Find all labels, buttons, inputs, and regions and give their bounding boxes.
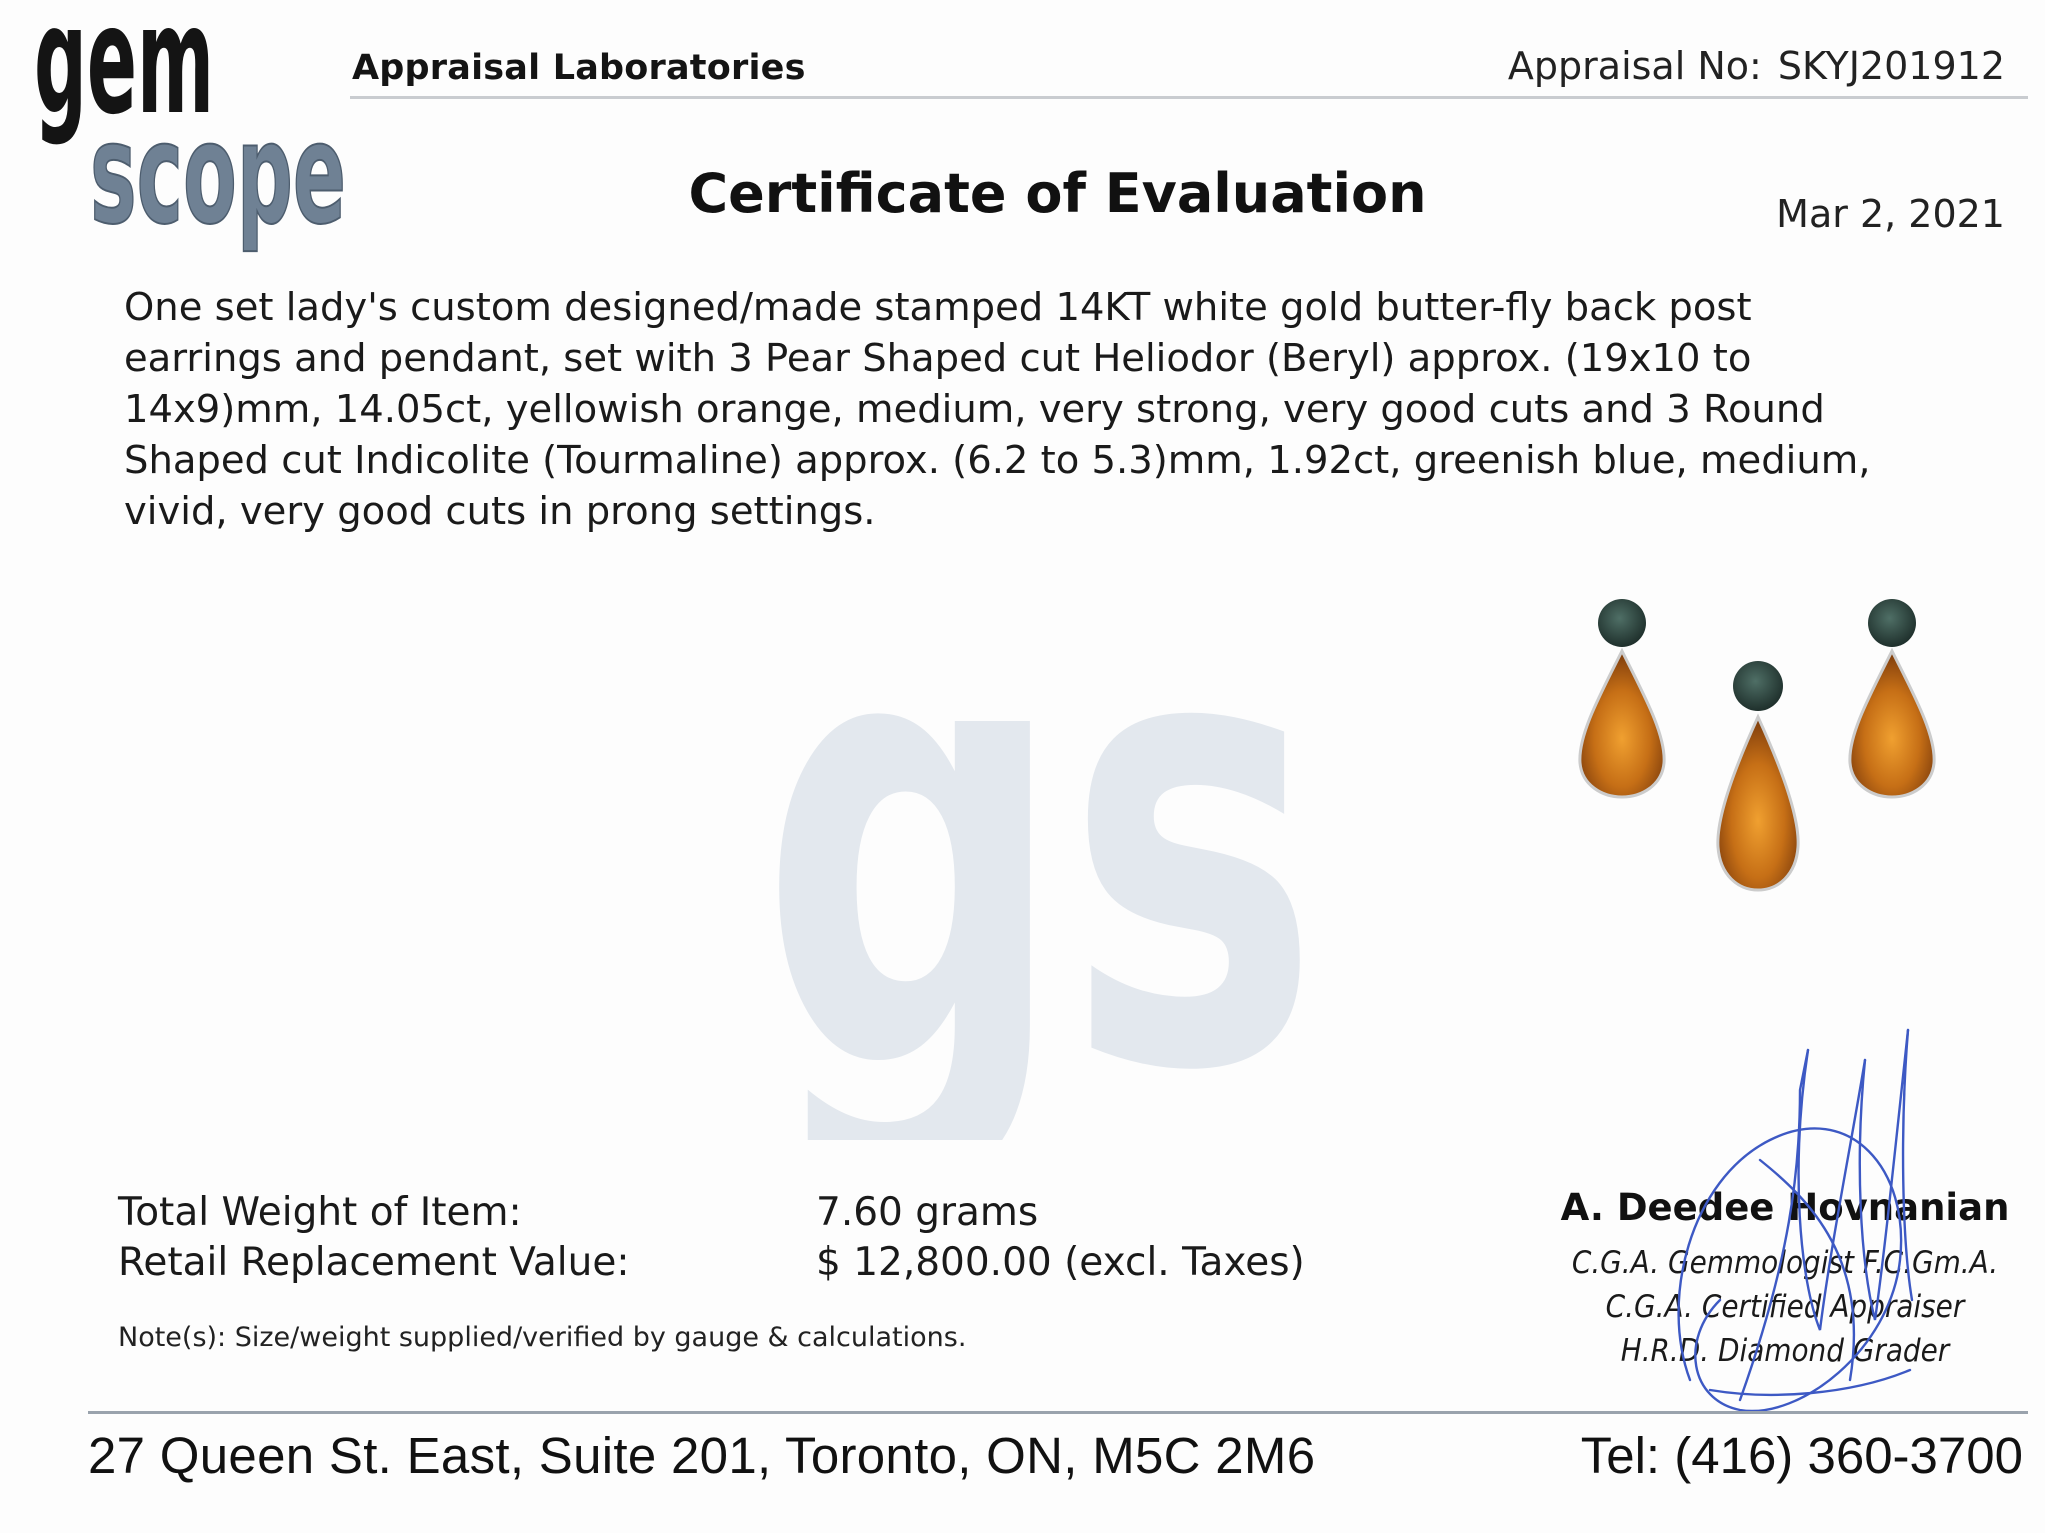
appraiser-credential: C.G.A. Certified Appraiser: [1605, 1289, 1965, 1325]
appraisal-number-value: SKYJ201912: [1777, 44, 2005, 88]
appraisal-number-label: Appraisal No:: [1507, 44, 1762, 88]
indicolite-stone: [1733, 661, 1783, 711]
appraiser-name: A. Deedee Hovnanian: [1560, 1186, 2010, 1229]
header-divider: [350, 96, 2028, 99]
description-line: earrings and pendant, set with 3 Pear Shaped cut Heliodor (Beryl) approx. (19x10 to: [124, 336, 1752, 381]
replacement-value-label: Retail Replacement Value:: [118, 1240, 630, 1285]
heliodor-stone: [1850, 651, 1934, 797]
replacement-value: $ 12,800.00 (excl. Taxes): [816, 1240, 1305, 1285]
note: Note(s): Size/weight supplied/verified by gauge & calculations.: [118, 1322, 967, 1353]
logo-word-gem: gem: [34, 0, 215, 148]
left-earring: [1580, 599, 1664, 797]
weight-value: 7.60 grams: [816, 1190, 1039, 1235]
certificate-title-wrap: [0, 162, 2045, 225]
footer-divider: [88, 1411, 2028, 1414]
jewelry-photo-graphic: [1540, 585, 2000, 915]
signature: [1650, 1000, 1990, 1440]
appraisal-number-block: [1508, 44, 2005, 88]
signature-strokes: [1679, 1030, 1912, 1411]
heliodor-stone: [1718, 717, 1798, 890]
lab-name: Appraisal Laboratories: [352, 48, 806, 88]
signature-graphic: [1650, 1000, 1990, 1440]
appraiser-credential: H.R.D. Diamond Grader: [1620, 1333, 1950, 1369]
right-earring: [1850, 599, 1934, 797]
watermark-monogram: gs: [760, 540, 1320, 1140]
description-line: 14x9)mm, 14.05ct, yellowish orange, medium, very strong, very good cuts and 3 Round: [124, 387, 1825, 432]
item-description: [124, 282, 1954, 537]
weight-label: Total Weight of Item:: [118, 1190, 522, 1235]
watermark-graphic: [760, 540, 1340, 1140]
appraiser-credential: C.G.A. Gemmologist F.C.Gm.A.: [1571, 1245, 1999, 1281]
certificate-title: Certificate of Evaluation: [688, 162, 1427, 225]
description-line: vivid, very good cuts in prong settings.: [124, 489, 876, 534]
description-line: Shaped cut Indicolite (Tourmaline) approx. (6.2 to 5.3)mm, 1.92ct, greenish blue, medium,: [124, 438, 1871, 483]
lab-address: 27 Queen St. East, Suite 201, Toronto, ON, M5C 2M6: [88, 1427, 1316, 1484]
certificate-date: Mar 2, 2021: [1776, 192, 2005, 236]
jewelry-photo: [1540, 585, 2000, 915]
lab-phone: Tel: (416) 360-3700: [1580, 1427, 2023, 1484]
description-line: One set lady's custom designed/made stamped 14KT white gold butter-fly back post: [124, 285, 1752, 330]
indicolite-stone: [1598, 599, 1646, 647]
pendant: [1718, 661, 1798, 890]
logo-word-scope: scope: [90, 93, 346, 256]
gs-watermark: [760, 540, 1340, 1140]
heliodor-stone: [1580, 651, 1664, 797]
indicolite-stone: [1868, 599, 1916, 647]
